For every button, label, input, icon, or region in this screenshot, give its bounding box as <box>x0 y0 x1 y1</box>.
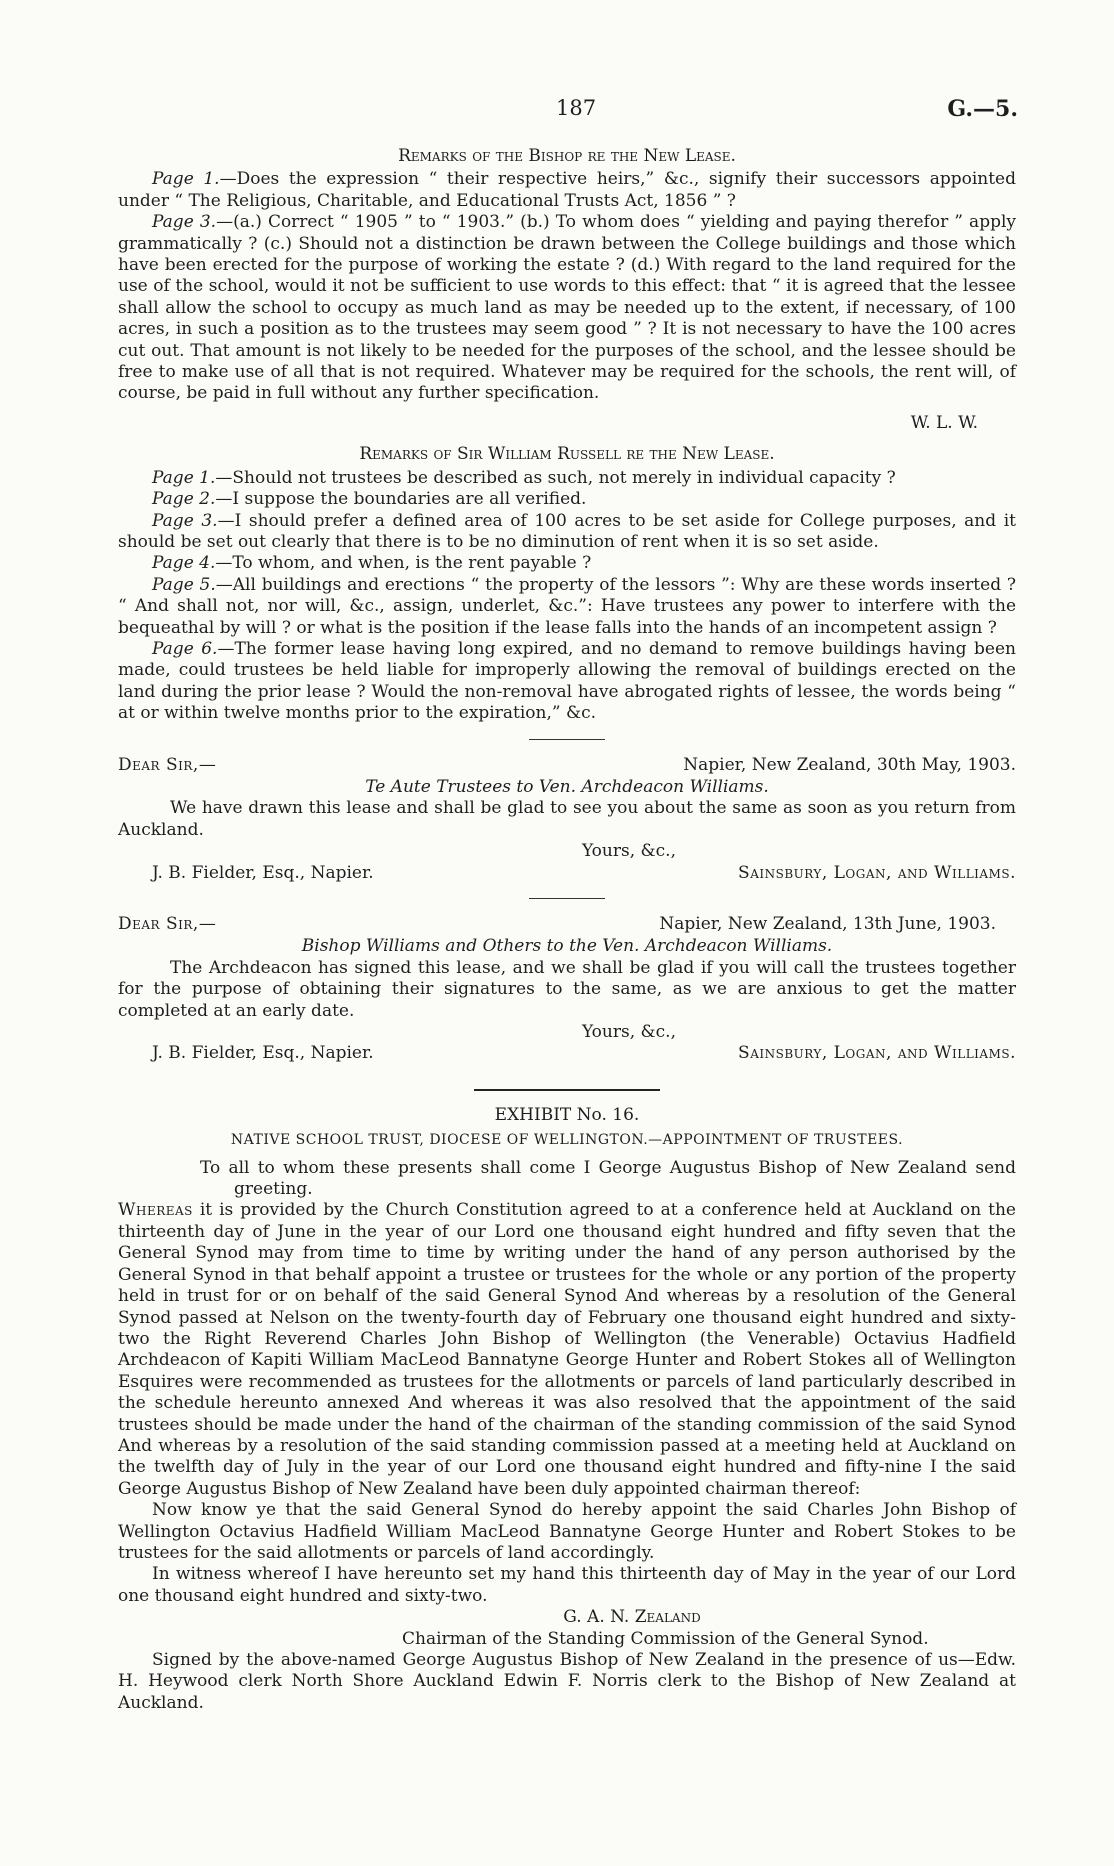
russell-remark-text: —To whom, and when, is the rent payable ? <box>215 553 592 574</box>
russell-remark <box>118 468 1016 489</box>
letter1-footer <box>118 863 1016 884</box>
whereas-text: it is provided by the Church Constitution agreed to at a conference held at Auckland on the thirteenth day of June in the year of our Lord one thousand eight hundred and fifty seven that the General Synod may from time to time by writing under the hand of any person authorised by the General Synod in that behalf appoint a trustee or trustees for the whole or any portion of the property held in trust for or on behalf of the said General Synod And whereas by a resolution of the General Synod passed at Nelson on the twenty-fourth day of February one thousand eight hundred and sixty-two the Right Reverend Charles John Bishop of Wellington (the Venerable) Octavius Hadfield Archdeacon of Kapiti William MacLeod Bannatyne George Hunter and Robert Stokes all of Wellington Esquires were recommended as trustees for the allotments or parcels of land particularly described in the schedule hereunto annexed And whereas it was also resolved that the appointment of the said trustees should be made under the hand of the chairman of the standing commission of the said Synod And whereas by a resolution of the said standing commission passed at a meeting held at Auckland on the twelfth day of July in the year of our Lord one thousand eight hundred and fifty-nine I the said George Augustus Bishop of New Zealand have been duly appointed chairman thereof: <box>118 1200 1016 1499</box>
letter2-closing: Yours, &c., <box>581 1022 676 1043</box>
russell-remark-label: Page 6. <box>152 638 218 659</box>
exhibit-greeting: To all to whom these presents shall come I George Augustus Bishop of New Zealand send greeting. <box>200 1157 1016 1200</box>
russell-remark-text: —Should not trustees be described as such, not merely in individual capacity ? <box>215 467 896 488</box>
letter1-body: We have drawn this lease and shall be glad to see you about the same as soon as you return from Auckland. <box>118 798 1016 840</box>
letter1-salutation: Dear Sir,— <box>118 754 217 775</box>
section-divider <box>529 898 605 899</box>
russell-remark-text: —I suppose the boundaries are all verified. <box>215 489 587 510</box>
bishop-remark-page3-label: Page 3. <box>152 212 217 233</box>
letter2-salutation: Dear Sir,— <box>118 914 217 934</box>
letter2-heading <box>118 914 1016 935</box>
russell-remark <box>118 553 1016 574</box>
russell-remark-text: —The former lease having long expired, and no demand to remove buildings having been made, could trustees be held liable for improperly allowing the removal of buildings erected on the land during the prior lease ? Would the non-removal have abrogated rights of lessee, the words being “ at or within twelve months prior to the expiration,” &c. <box>118 638 1016 724</box>
russell-remark <box>118 489 1016 510</box>
exhibit-divider <box>474 1089 660 1091</box>
russell-remark-label: Page 1. <box>152 467 216 488</box>
bishop-remark-page1-label: Page 1. <box>152 169 220 190</box>
letter1-subject: Te Aute Trustees to Ven. Archdeacon Williams. <box>365 776 769 797</box>
exhibit-whereas <box>118 1200 1016 1500</box>
russell-remarks-title: Remarks of Sir William Russell re the New Lease. <box>359 444 775 465</box>
russell-remark-label: Page 5. <box>152 574 216 595</box>
letter2-body: The Archdeacon has signed this lease, and we shall be glad if you will call the trustees together for the purpose of obtaining their signatures to the same, as we are anxious to get the matter completed at an early date. <box>118 957 1016 1021</box>
russell-remark-label: Page 3. <box>152 510 218 531</box>
letter2-place-date: Napier, New Zealand, 13th June, 1903. <box>659 914 996 934</box>
bishop-remark-page1 <box>118 169 1016 212</box>
bishop-remark-page3-text: —(a.) Correct “ 1905 ” to “ 1903.” (b.) To whom does “ yielding and paying therefor ” apply grammatically ? (c.) Should not a distinction be drawn between the College buildings and those which have been erected for the purpose of working the estate ? (d.) With regard to the land required for the use of the school, would it not be sufficient to use words to this effect: that “ it is agreed that the lessee shall allow the school to occupy as much land as may be needed up to the extent, if necessary, of 100 acres, in such a position as to the trustees may seem good ” ? It is not necessary to have the 100 acres cut out. That amount is not likely to be needed for the purposes of the school, and the lessee should be free to make use of all that is not required. Whatever may be required for the schools, the rent will, of course, be paid in full without any further specification. <box>118 212 1016 404</box>
section-divider <box>529 739 605 740</box>
page-number: 187 <box>556 96 597 120</box>
russell-remark-text: —I should prefer a defined area of 100 acres to be set aside for College purposes, and it should be set out clearly that there is to be no diminution of rent when it is so set aside. <box>118 510 1016 552</box>
bishop-remarks-title: Remarks of the Bishop re the New Lease. <box>398 146 736 166</box>
exhibit-now-know: Now know ye that the said General Synod do hereby appoint the said Charles John Bishop of Wellington Octavius Hadfield William MacLeod Bannatyne George Hunter and Robert Stokes to be trustees for the said allotments or parcels of land accordingly. <box>118 1500 1016 1563</box>
exhibit-title: NATIVE SCHOOL TRUST, DIOCESE OF WELLINGTON.—APPOINTMENT OF TRUSTEES. <box>230 1132 904 1149</box>
exhibit-witness: In witness whereof I have hereunto set my hand this thirteenth day of May in the year of our Lord one thousand eight hundred and sixty-two. <box>118 1564 1016 1606</box>
letter1-closing: Yours, &c., <box>581 841 676 862</box>
whereas-word: Whereas <box>118 1200 193 1221</box>
exhibit-signed-by: Signed by the above-named George Augustus Bishop of New Zealand in the presence of us—Edw. H. Heywood clerk North Shore Auckland Edwin F. Norris clerk to the Bishop of New Zealand at Auckland. <box>118 1650 1016 1713</box>
letter2-signatory: Sainsbury, Logan, and Williams. <box>738 1043 1016 1064</box>
russell-remark <box>118 639 1016 725</box>
exhibit-chairman: Chairman of the Standing Commission of the General Synod. <box>402 1628 929 1649</box>
page-header <box>120 96 1018 126</box>
exhibit-signatory: G. A. N. Zealand <box>563 1607 701 1628</box>
exhibit-heading: EXHIBIT No. 16. <box>494 1104 640 1125</box>
letter2-footer <box>118 1043 1016 1064</box>
russell-remark-label: Page 4. <box>152 553 216 574</box>
letter1-addressee: J. B. Fielder, Esq., Napier. <box>152 862 374 883</box>
letter2-subject: Bishop Williams and Others to the Ven. Archdeacon Williams. <box>301 936 833 957</box>
bishop-remark-page1-text: —Does the expression “ their respective heirs,” &c., signify their successors appointed under “ The Religious, Charitable, and Educational Trusts Act, 1856 ” ? <box>118 169 1016 211</box>
letter1-signatory: Sainsbury, Logan, and Williams. <box>738 862 1016 883</box>
russell-remark <box>118 511 1016 554</box>
letter1-place-date: Napier, New Zealand, 30th May, 1903. <box>683 754 1016 775</box>
letter2-addressee: J. B. Fielder, Esq., Napier. <box>152 1043 374 1064</box>
series-reference: G.—5. <box>947 96 1018 122</box>
russell-remark-label: Page 2. <box>152 489 216 510</box>
bishop-remark-page3 <box>118 212 1016 405</box>
letter1-heading <box>118 755 1016 776</box>
bishop-signature: W. L. W. <box>910 412 978 433</box>
russell-remark <box>118 575 1016 639</box>
document-body <box>118 146 1016 1714</box>
russell-remark-text: —All buildings and erections “ the property of the lessors ”: Why are these words inserted ? “ And shall not, nor will, &c., assign, underlet, &c.”: Have trustees any power to interfere with the bequeathal by will ? or what is the position if the lease falls into the hands of an incompetent assign ? <box>118 574 1016 638</box>
